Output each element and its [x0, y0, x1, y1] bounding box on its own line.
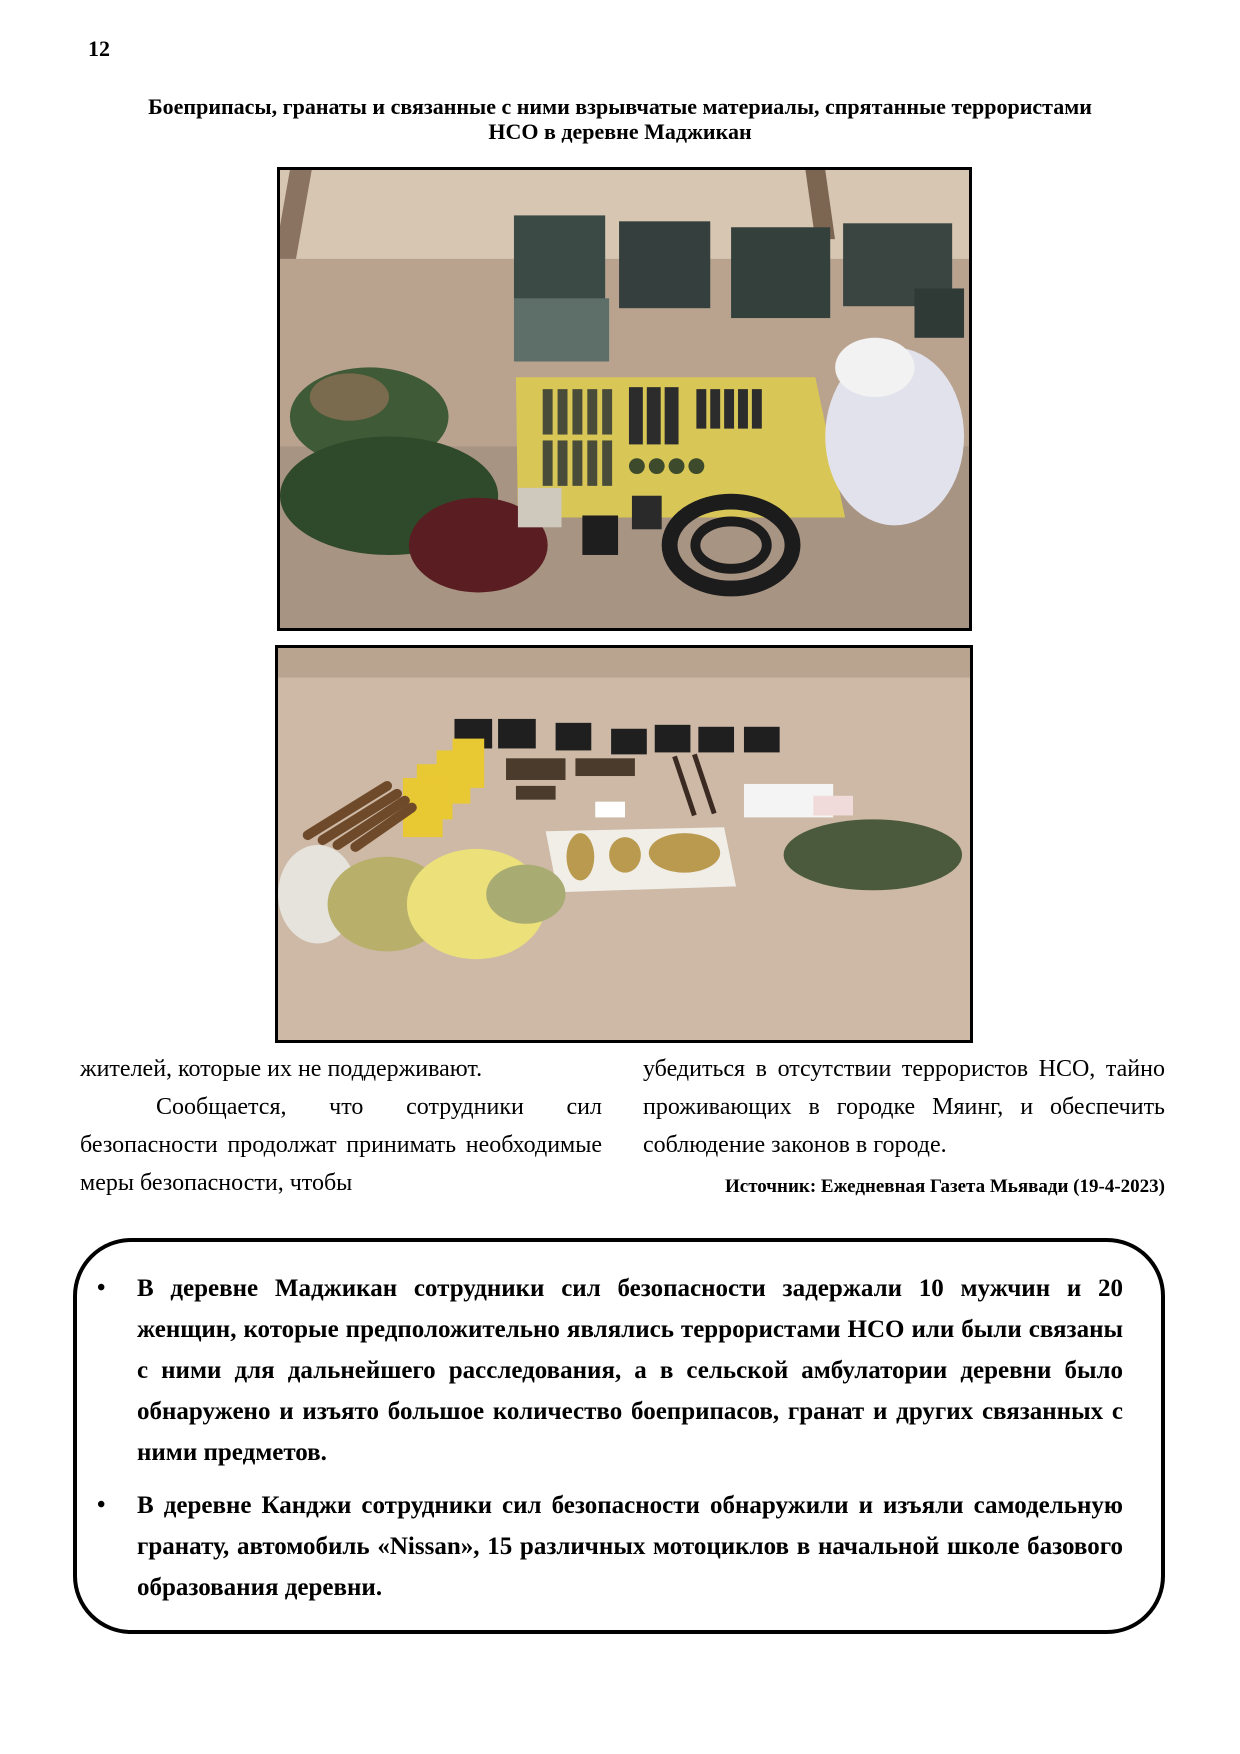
page-title [70, 94, 1170, 144]
bullet-icon: • [97, 1275, 106, 1301]
article-source: Источник: Ежедневная Газета Мьявади (19-4-2023) [725, 1176, 1165, 1197]
summary-list [97, 1268, 1123, 1620]
title-line-2: НСО в деревне Маджикан [488, 119, 752, 144]
summary-item [97, 1485, 1123, 1608]
summary-item [97, 1268, 1123, 1473]
title-line-1: Боеприпасы, гранаты и связанные с ними взрывчатые материалы, спрятанные террористами [148, 94, 1092, 119]
article-column-left [80, 1050, 602, 1202]
summary-item-text: В деревне Маджикан сотрудники сил безопасности задержали 10 мужчин и 20 женщин, которые предположительно являлись террористами НСО или были связаны с ними для дальнейшего расследования, а в сельской амбулатории деревни было обнаружено и изъято большое количество боеприпасов, гранат и других связанных с ними предметов. [137, 1275, 1123, 1466]
article-column-right [643, 1050, 1165, 1206]
photo-seized-items-ground [275, 645, 973, 1043]
summary-box [73, 1238, 1165, 1634]
article-paragraph: жителей, которые их не поддерживают. [80, 1056, 483, 1082]
page-number: 12 [88, 36, 110, 61]
bullet-icon: • [97, 1492, 106, 1518]
photo-seized-ammunition-cloth [277, 167, 972, 631]
article-paragraph: Сообщается, что сотрудники сил безопасности продолжат принимать необходимые меры безопасности, чтобы [80, 1094, 602, 1196]
article-paragraph: убедиться в отсутствии террористов НСО, тайно проживающих в городке Мяинг, и обеспечить соблюдение законов в городе. [643, 1056, 1165, 1158]
summary-item-text: В деревне Канджи сотрудники сил безопасности обнаружили и изъяли самодельную гранату, автомобиль «Nissan», 15 различных мотоциклов в начальной школе базового образования деревни. [137, 1492, 1123, 1601]
